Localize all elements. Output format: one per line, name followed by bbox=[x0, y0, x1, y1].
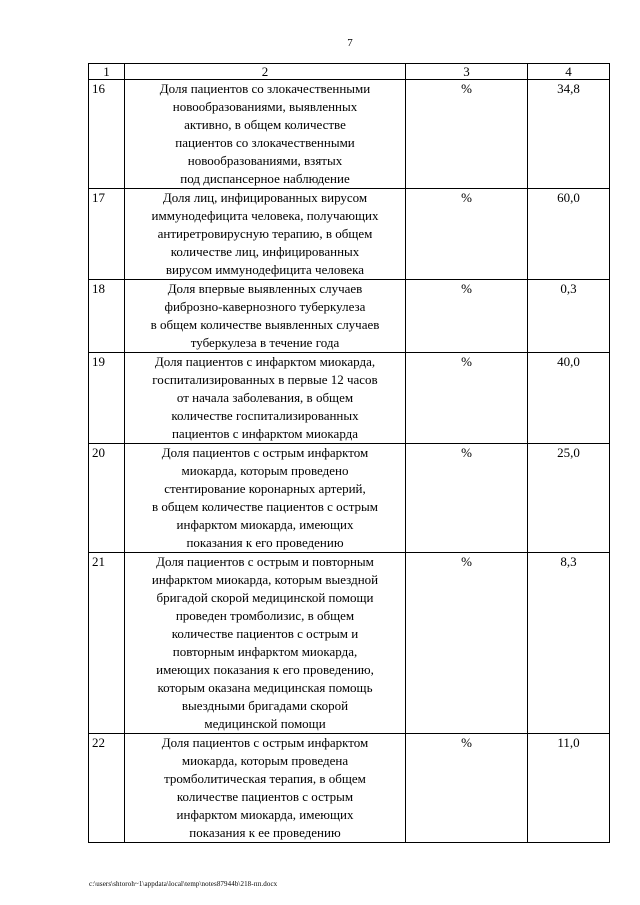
indicator-name: Доля пациентов с острым инфарктом миокарда, которым проведена тромболитическая терапия, в общем количестве пациентов с острым инфарктом миокарда, имеющих показания к ее проведению bbox=[125, 734, 406, 843]
unit: % bbox=[406, 553, 528, 734]
table-row bbox=[89, 80, 610, 189]
row-number: 18 bbox=[89, 280, 125, 353]
unit: % bbox=[406, 189, 528, 280]
document-file-path: c:\users\shtoroh~1\appdata\local\temp\notes87944b\218-пп.docx bbox=[89, 880, 278, 888]
header-col-4: 4 bbox=[528, 64, 610, 80]
header-col-2: 2 bbox=[125, 64, 406, 80]
indicator-name: Доля пациентов с острым инфарктом миокарда, которым проведено стентирование коронарных артерий, в общем количестве пациентов с острым инфарктом миокарда, имеющих показания к его проведению bbox=[125, 444, 406, 553]
unit: % bbox=[406, 734, 528, 843]
table-row bbox=[89, 280, 610, 353]
indicator-value: 40,0 bbox=[528, 353, 610, 444]
indicator-value: 11,0 bbox=[528, 734, 610, 843]
table-row bbox=[89, 353, 610, 444]
unit: % bbox=[406, 80, 528, 189]
indicator-name: Доля пациентов с острым и повторным инфарктом миокарда, которым выездной бригадой скорой медицинской помощи проведен тромболизис, в общем количестве пациентов с острым и повторным инфарктом миокарда, имеющих показания к его проведению, которым оказана медицинская помощь выездными бригадами скорой медицинской помощи bbox=[125, 553, 406, 734]
indicators-table bbox=[88, 63, 610, 843]
page-number: 7 bbox=[347, 37, 353, 49]
indicator-value: 60,0 bbox=[528, 189, 610, 280]
indicator-name: Доля впервые выявленных случаев фиброзно-кавернозного туберкулеза в общем количестве выявленных случаев туберкулеза в течение года bbox=[125, 280, 406, 353]
unit: % bbox=[406, 353, 528, 444]
row-number: 19 bbox=[89, 353, 125, 444]
header-row bbox=[89, 64, 610, 80]
row-number: 17 bbox=[89, 189, 125, 280]
indicator-value: 0,3 bbox=[528, 280, 610, 353]
table-row bbox=[89, 189, 610, 280]
row-number: 21 bbox=[89, 553, 125, 734]
table-row bbox=[89, 553, 610, 734]
indicator-value: 8,3 bbox=[528, 553, 610, 734]
row-number: 16 bbox=[89, 80, 125, 189]
indicator-name: Доля лиц, инфицированных вирусом иммунодефицита человека, получающих антиретровирусную терапию, в общем количестве лиц, инфицированных вирусом иммунодефицита человека bbox=[125, 189, 406, 280]
indicator-value: 34,8 bbox=[528, 80, 610, 189]
indicator-name: Доля пациентов с инфарктом миокарда, госпитализированных в первые 12 часов от начала заболевания, в общем количестве госпитализированных пациентов с инфарктом миокарда bbox=[125, 353, 406, 444]
row-number: 20 bbox=[89, 444, 125, 553]
indicator-name: Доля пациентов со злокачественными новообразованиями, выявленных активно, в общем количестве пациентов со злокачественными новообразованиями, взятых под диспансерное наблюдение bbox=[125, 80, 406, 189]
table-body bbox=[89, 80, 610, 843]
header-col-1: 1 bbox=[89, 64, 125, 80]
table-header bbox=[89, 64, 610, 80]
unit: % bbox=[406, 444, 528, 553]
row-number: 22 bbox=[89, 734, 125, 843]
unit: % bbox=[406, 280, 528, 353]
indicator-value: 25,0 bbox=[528, 444, 610, 553]
table-row bbox=[89, 444, 610, 553]
table-row bbox=[89, 734, 610, 843]
header-col-3: 3 bbox=[406, 64, 528, 80]
